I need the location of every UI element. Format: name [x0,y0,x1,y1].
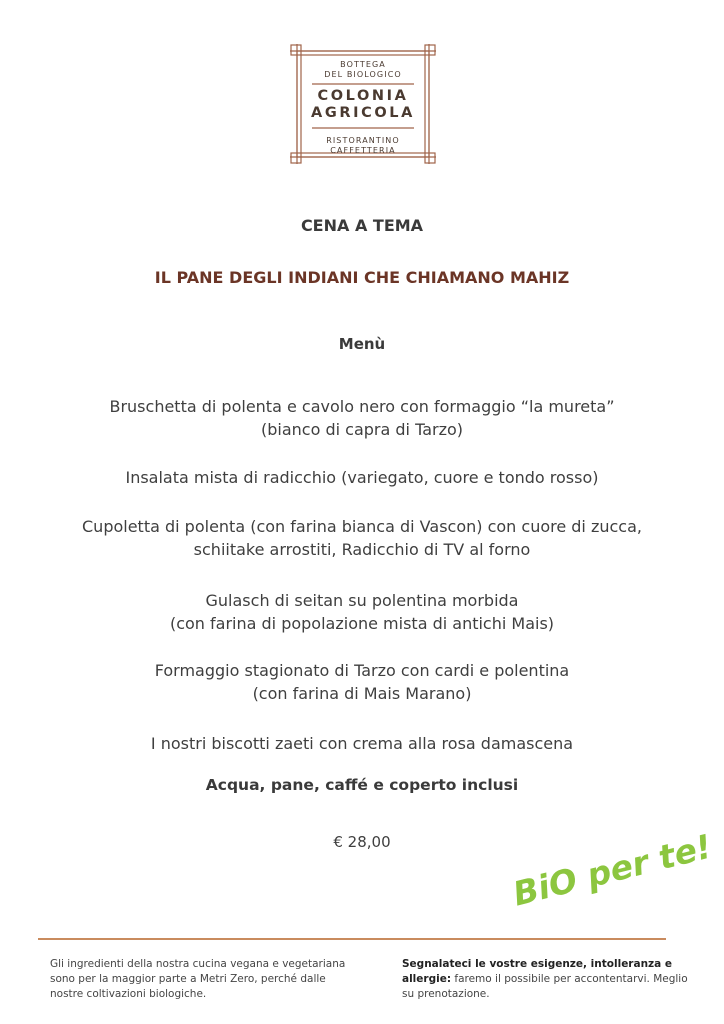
slogan-text: BiO per te! [509,826,716,914]
logo-line-bottega: BOTTEGA [340,60,386,69]
logo-name-colonia: COLONIA [317,88,409,104]
dish-detail: (con farina di Mais Marano) [252,684,472,703]
logo-line-biologico: DEL BIOLOGICO [324,70,402,79]
dish-detail: (con farina di popolazione mista di antichi Mais) [169,614,555,633]
dish-name: I nostri biscotti zaeti con crema alla rosa damascena [150,734,574,753]
included-extras: Acqua, pane, caffé e coperto inclusi [205,776,519,794]
dish-name: Formaggio stagionato di Tarzo con cardi e polentina [154,661,570,680]
allergy-note-emphasis: Segnalateci le vostre esigenze, intolleranza e allergie: [402,958,673,985]
dish-name: Cupoletta di polenta (con farina bianca di Vascon) con cuore di zucca, [82,517,642,536]
logo-line-caffetteria: CAFFETTERIA [330,146,396,155]
dish-name: Insalata mista di radicchio (variegato, cuore e tondo rosso) [125,468,599,487]
menu-dish [0,732,724,755]
allergy-note-text: faremo il possibile per accontentarvi. Meglio su prenotazione. [402,973,688,1000]
menu-dish [0,515,724,561]
dish-detail: (bianco di capra di Tarzo) [261,420,463,439]
event-title: CENA A TEMA [300,216,424,235]
menu-price: € 28,00 [333,833,391,851]
dish-name: Bruschetta di polenta e cavolo nero con formaggio “la mureta” [109,397,615,416]
menu-dish [0,466,724,489]
menu-dish [0,589,724,635]
footer-divider [38,938,666,940]
menu-title: Menù [338,335,386,353]
dish-detail: schiitake arrostiti, Radicchio di TV al forno [193,540,531,559]
footer-ingredients-note: Gli ingredienti della nostra cucina vegana e vegetariana sono per la maggior parte a Metri Zero, perché dalle nostre coltivazioni biologiche. [50,958,346,1000]
menu-dish [0,395,724,441]
menu-dish [0,659,724,705]
dish-name: Gulasch di seitan su polentina morbida [205,591,519,610]
logo-name-agricola: AGRICOLA [311,105,415,121]
bio-per-te-slogan [505,826,716,914]
event-theme: IL PANE DEGLI INDIANI CHE CHIAMANO MAHIZ [154,268,570,287]
footer-allergy-note [402,957,692,1002]
logo [288,42,438,166]
logo-line-ristorantino: RISTORANTINO [326,136,400,145]
